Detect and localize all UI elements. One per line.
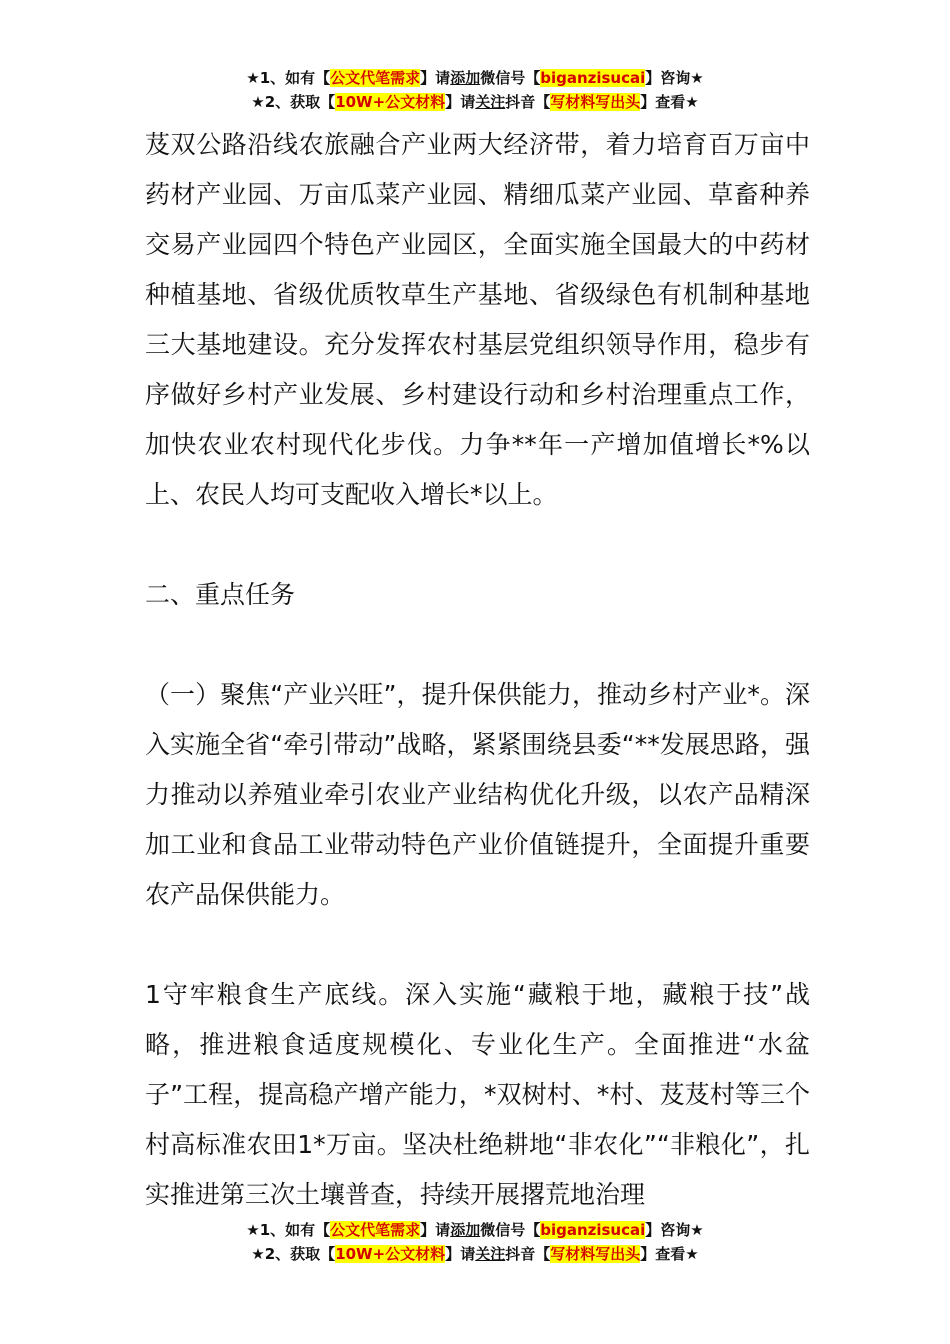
highlight-ghostwriting: 公文代笔需求 <box>330 69 421 87</box>
paragraph: 1守牢粮食生产底线。深入实施“藏粮于地，藏粮于技”战略，推进粮食适度规模化、专业化生产。全面推进“水盆子”工程，提高稳产增产能力，*双树村、*村、芨芨村等三个村高标准农田1*万亩。坚决杜绝耕地“非农化”“非粮化”，扎实推进第三次土壤普查，持续开展撂荒地治理 <box>145 980 810 1209</box>
paragraph: 芨双公路沿线农旅融合产业两大经济带，着力培育百万亩中药材产业园、万亩瓜菜产业园、精细瓜菜产业园、草畜种养交易产业园四个特色产业园区，全面实施全国最大的中药材种植基地、省级优质牧草生产基地、省级绿色有机制种基地三大基地建设。充分发挥农村基层党组织领导作用，稳步有序做好乡村产业发展、乡村建设行动和乡村治理重点工作，加快农业农村现代化步伐。力争**年一产增加值增长*%以上、农民人均可支配收入增长*以上。 <box>145 130 810 509</box>
highlight-materials: 10W+公文材料 <box>335 1245 446 1263</box>
banner-line-1: ★1、如有【公文代笔需求】请添加微信号【biganzisucai】咨询★ <box>246 69 704 87</box>
banner-line-2: ★2、获取【10W+公文材料】请关注抖音【写材料写出头】查看★ <box>251 93 699 111</box>
top-banner <box>0 66 950 114</box>
paragraph: （一）聚焦“产业兴旺”，提升保供能力，推动乡村产业*。深入实施全省“牵引带动”战略，紧紧围绕县委“**发展思路，强力推动以养殖业牵引农业产业结构优化升级，以农产品精深加工业和食品工业带动特色产业价值链提升，全面提升重要农产品保供能力。 <box>145 680 810 909</box>
highlight-materials: 10W+公文材料 <box>335 93 446 111</box>
document-body <box>145 120 810 1220</box>
highlight-wechat-id: biganzisucai <box>540 69 646 87</box>
banner-line-1: ★1、如有【公文代笔需求】请添加微信号【biganzisucai】咨询★ <box>246 1221 704 1239</box>
banner-line-2: ★2、获取【10W+公文材料】请关注抖音【写材料写出头】查看★ <box>251 1245 699 1263</box>
bottom-banner <box>0 1218 950 1266</box>
highlight-douyin: 写材料写出头 <box>550 1245 641 1263</box>
highlight-douyin: 写材料写出头 <box>550 93 641 111</box>
highlight-wechat-id: biganzisucai <box>540 1221 646 1239</box>
highlight-ghostwriting: 公文代笔需求 <box>330 1221 421 1239</box>
section-heading: 二、重点任务 <box>145 580 296 609</box>
